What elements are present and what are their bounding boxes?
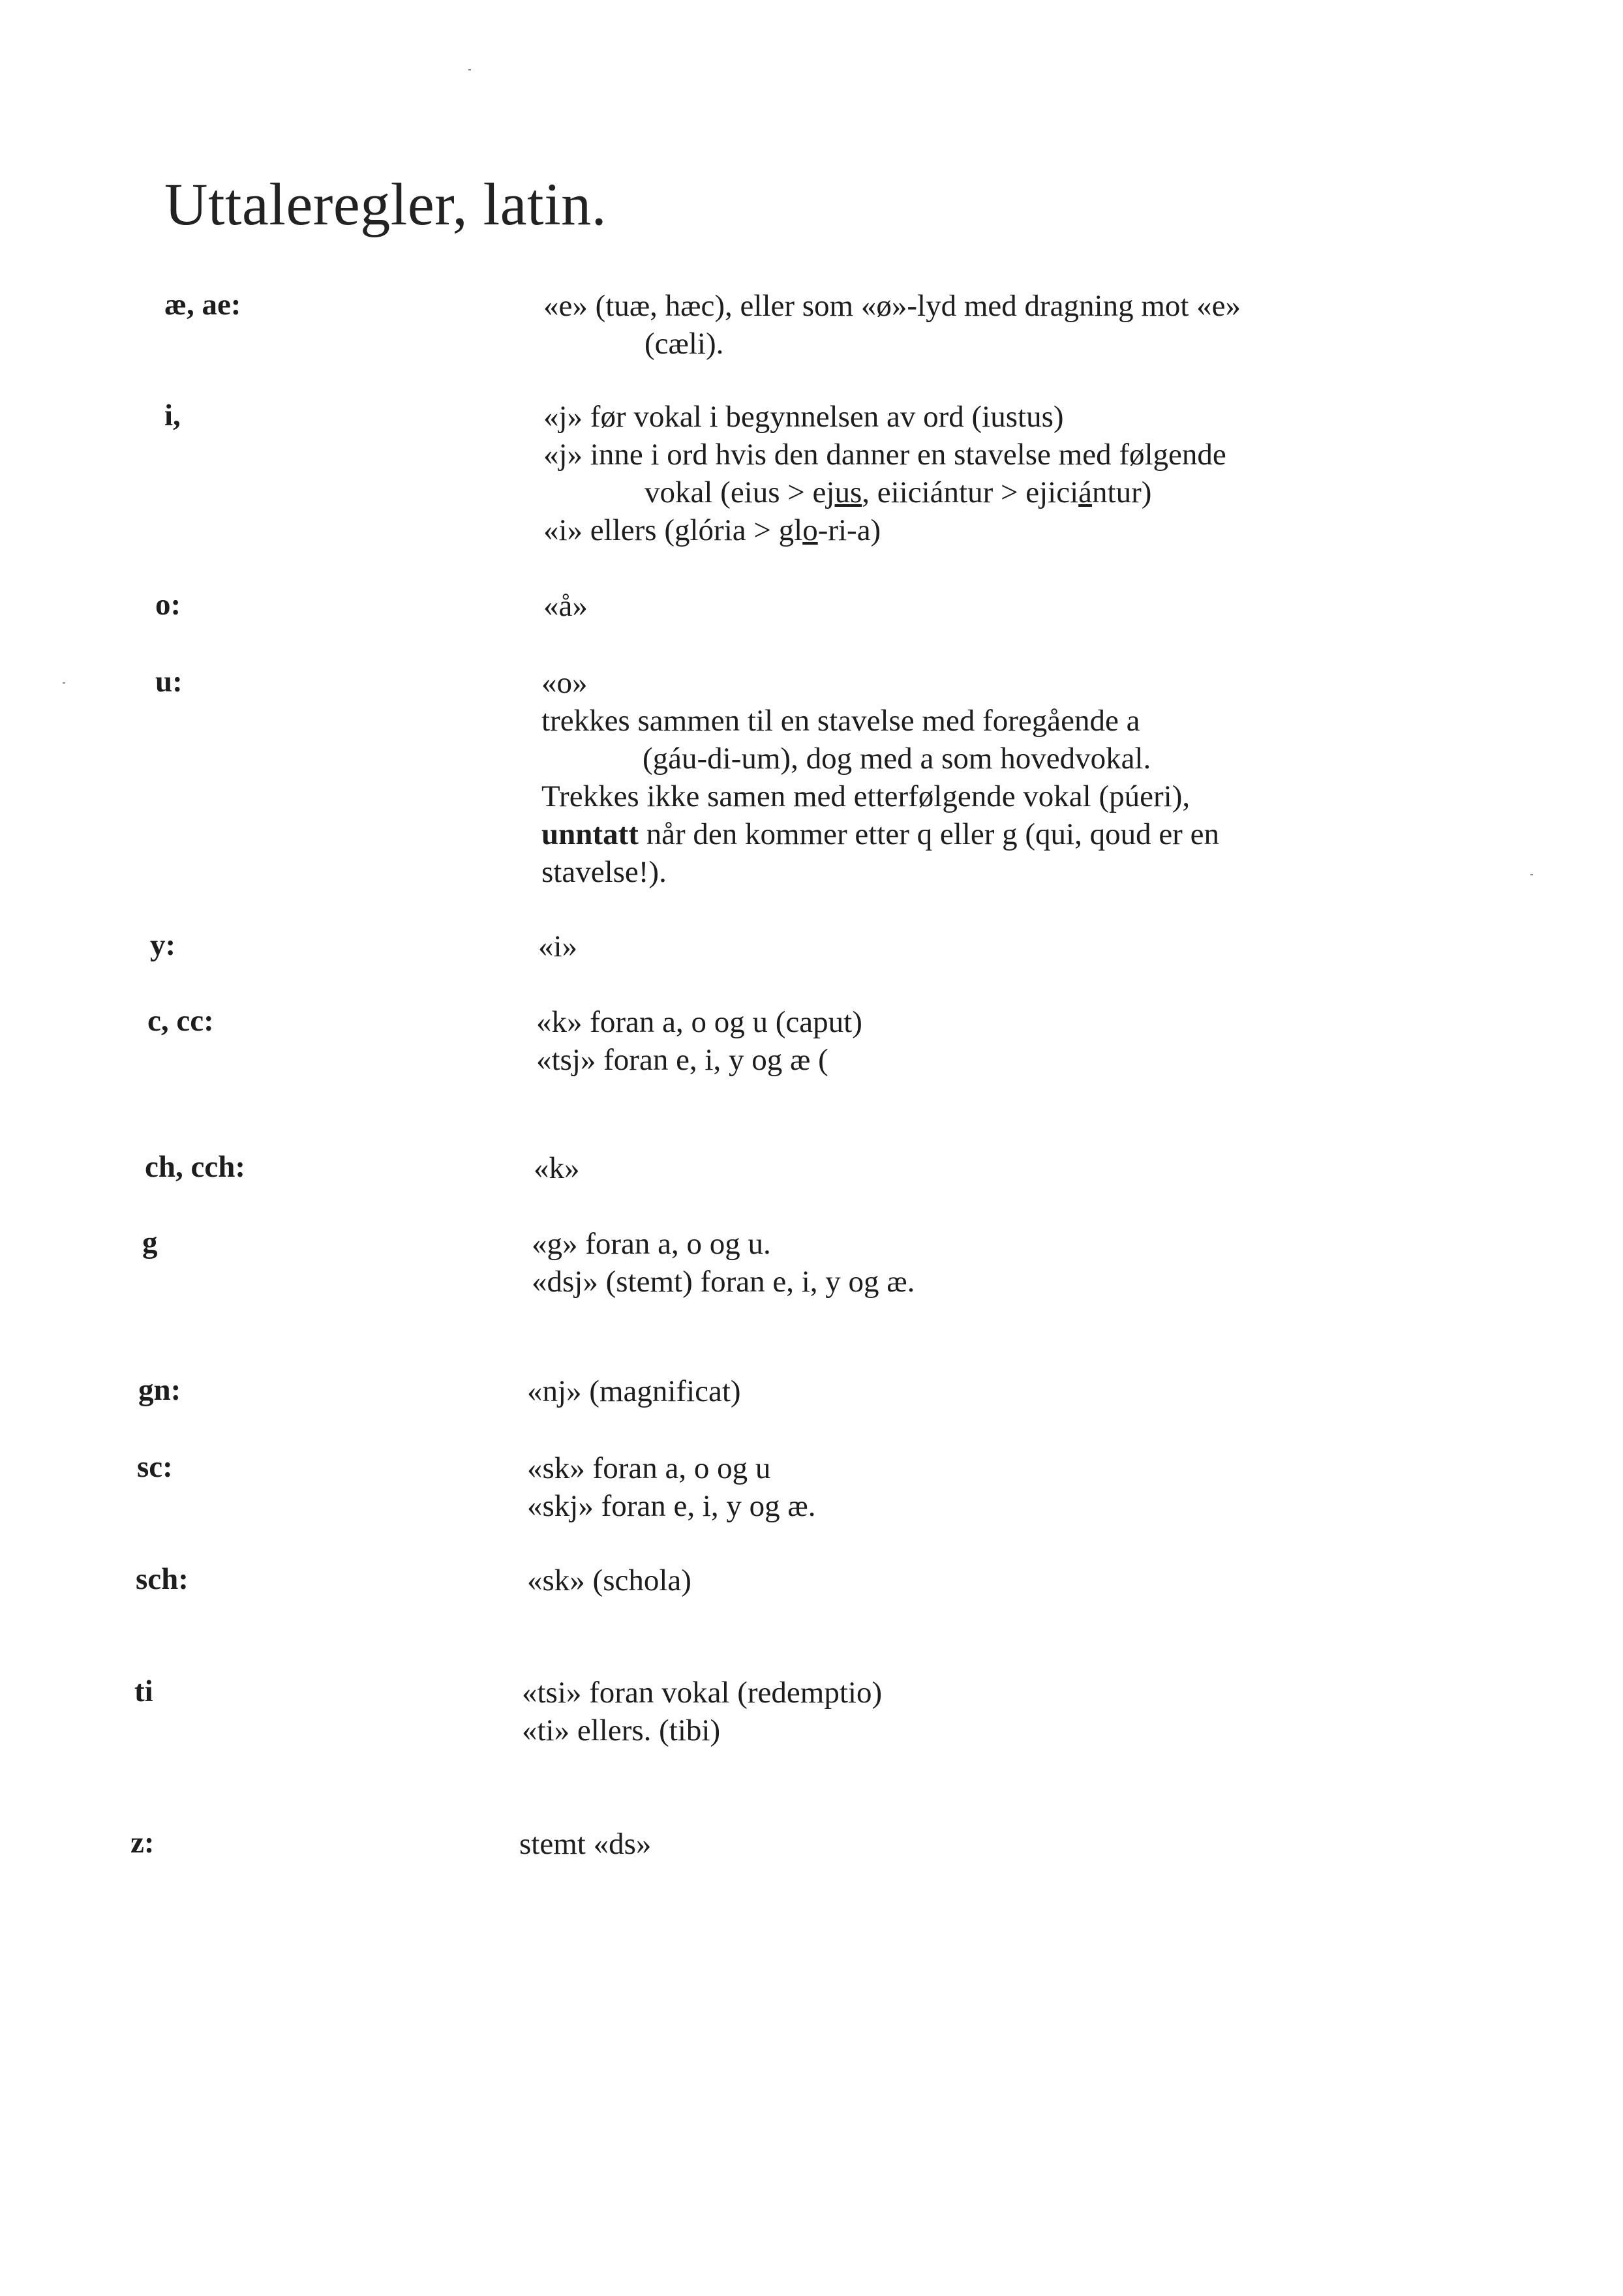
underlined-text: us xyxy=(834,476,862,509)
rule-key: c, cc: xyxy=(147,1004,214,1038)
rule-line: «dsj» (stemt) foran e, i, y og æ. xyxy=(532,1265,915,1299)
underlined-text: o xyxy=(802,513,818,547)
rule-line: «tsj» foran e, i, y og æ ( xyxy=(536,1043,828,1077)
rule-key: æ, ae: xyxy=(164,288,241,322)
rule-key: y: xyxy=(150,928,176,962)
rule-line: «k» xyxy=(534,1151,580,1185)
line-segment: når den kommer etter q eller g (qui, qoud er en xyxy=(638,817,1219,851)
rule-line: «sk» (schola) xyxy=(527,1563,691,1597)
scan-speck xyxy=(63,682,65,684)
rule-line: trekkes sammen til en stavelse med foregående a xyxy=(541,704,1140,738)
line-segment: ntur) xyxy=(1092,476,1152,509)
rule-line: «ti» ellers. (tibi) xyxy=(522,1714,721,1747)
rule-line: «nj» (magnificat) xyxy=(527,1374,741,1408)
rule-line: stavelse!). xyxy=(541,855,667,889)
rule-description xyxy=(527,1562,691,1599)
rule-description xyxy=(527,1372,741,1410)
rule-description xyxy=(541,664,1219,891)
scan-speck xyxy=(1530,874,1533,875)
rule-line: «k» foran a, o og u (caput) xyxy=(536,1005,862,1039)
rule-key: ch, cch: xyxy=(145,1150,246,1184)
rule-line: «i» xyxy=(538,929,578,963)
rule-line xyxy=(541,815,1219,853)
rule-key: i, xyxy=(164,399,181,432)
rule-description xyxy=(527,1449,816,1525)
line-segment: -ri-a) xyxy=(817,513,881,547)
rule-description xyxy=(538,928,577,965)
rule-key: gn: xyxy=(138,1373,181,1407)
rule-description xyxy=(536,1003,862,1079)
rule-line: stemt «ds» xyxy=(519,1827,652,1861)
underlined-text: á xyxy=(1078,476,1093,509)
rule-description xyxy=(543,398,1226,549)
rule-key: g xyxy=(142,1226,158,1260)
emphasis-text: unntatt xyxy=(541,817,639,851)
rule-line: «skj» foran e, i, y og æ. xyxy=(527,1489,816,1523)
rule-line xyxy=(543,511,1226,549)
rule-line: Trekkes ikke samen med etterfølgende vokal (púeri), xyxy=(541,779,1191,813)
rule-line: «e» (tuæ, hæc), eller som «ø»-lyd med dragning mot «e» xyxy=(543,289,1241,323)
rule-key: z: xyxy=(130,1826,155,1860)
rule-line: «j» inne i ord hvis den danner en stavelse med følgende xyxy=(543,438,1226,472)
rule-description xyxy=(543,587,588,625)
rule-key: sc: xyxy=(137,1450,173,1484)
rule-line xyxy=(543,474,1226,511)
rule-line: «sk» foran a, o og u xyxy=(527,1451,771,1485)
rule-description xyxy=(532,1225,915,1301)
line-segment: , eiiciántur > ejici xyxy=(862,476,1079,509)
rule-line: (gáu-di-um), dog med a som hovedvokal. xyxy=(643,742,1151,776)
rule-description xyxy=(543,287,1241,363)
scan-speck xyxy=(468,69,471,70)
rule-line: «tsi» foran vokal (redemptio) xyxy=(522,1676,883,1710)
rule-key: ti xyxy=(134,1674,153,1708)
line-segment: «i» ellers (glória > gl xyxy=(543,513,803,547)
rule-line: «o» xyxy=(541,666,588,700)
line-segment: vokal (eius > ej xyxy=(645,476,835,509)
rule-description xyxy=(522,1674,882,1749)
rule-line: «g» foran a, o og u. xyxy=(532,1227,771,1261)
rule-key: u: xyxy=(155,665,183,699)
rule-description xyxy=(534,1149,580,1187)
rule-description xyxy=(519,1825,651,1863)
rule-line: «j» før vokal i begynnelsen av ord (iustus) xyxy=(543,400,1064,434)
rule-key: o: xyxy=(155,588,181,622)
rule-line: «å» xyxy=(543,589,588,623)
rule-key: sch: xyxy=(136,1562,189,1596)
page-title: Uttaleregler, latin. xyxy=(164,171,607,237)
rule-line: (cæli). xyxy=(645,327,724,361)
